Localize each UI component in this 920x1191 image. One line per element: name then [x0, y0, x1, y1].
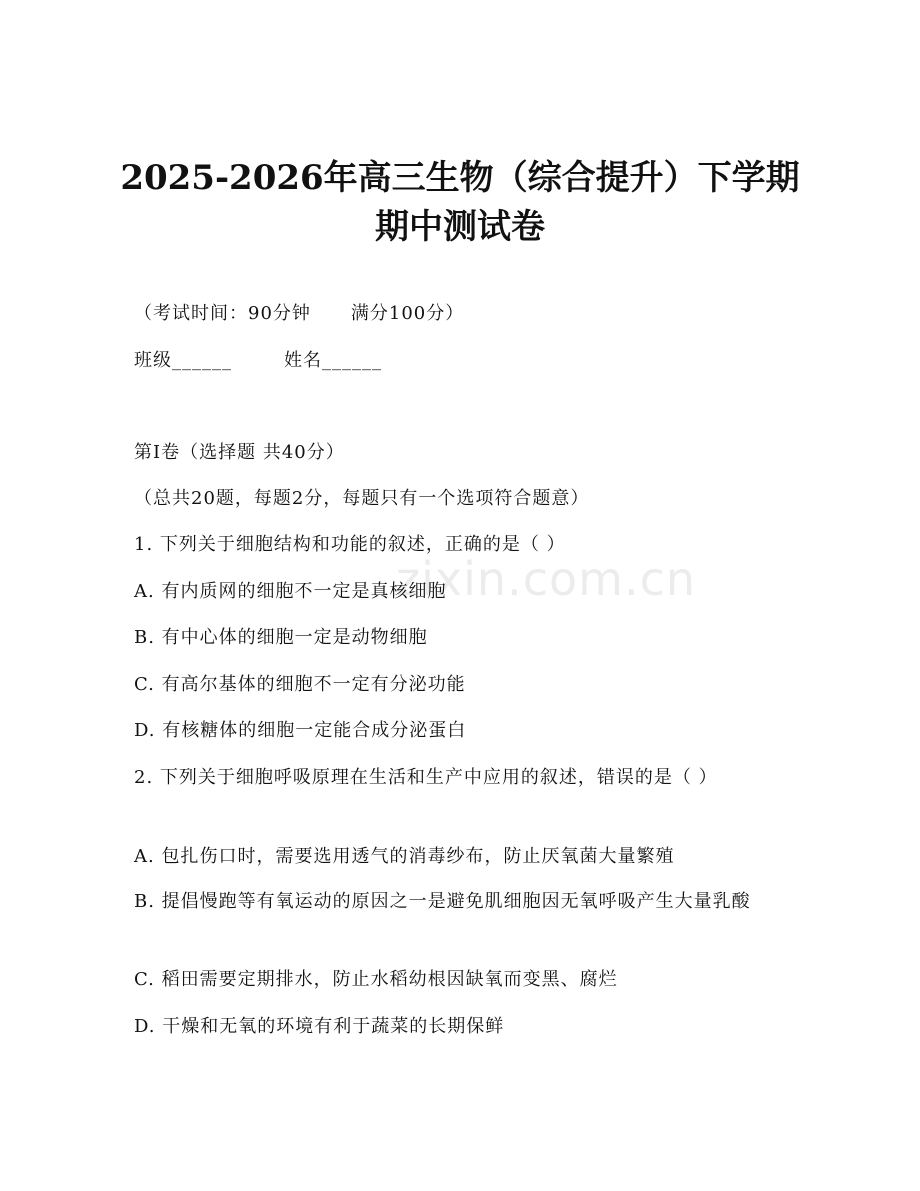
question-2-option-b: B. 提倡慢跑等有氧运动的原因之一是避免肌细胞因无氧呼吸产生大量乳酸 [134, 891, 751, 912]
question-2-stem: 2. 下列关于细胞呼吸原理在生活和生产中应用的叙述，错误的是（ ） [134, 767, 718, 788]
exam-info [134, 302, 464, 326]
exam-time: （考试时间：90分钟 [134, 303, 311, 324]
class-field: 班级______ [134, 350, 232, 371]
watermark: zixin.com.cn [396, 552, 697, 606]
question-2-option-d: D. 干燥和无氧的环境有利于蔬菜的长期保鲜 [134, 1016, 505, 1037]
question-1-option-c: C. 有高尔基体的细胞不一定有分泌功能 [134, 674, 466, 695]
exam-score: 满分100分） [350, 303, 465, 324]
student-info [134, 349, 382, 373]
exam-title-line-1: 2025-2026年高三生物（综合提升）下学期 [120, 158, 800, 198]
exam-title-line-2: 期中测试卷 [375, 207, 545, 247]
question-1-option-b: B. 有中心体的细胞一定是动物细胞 [134, 627, 428, 648]
section-instructions: （总共20题，每题2分，每题只有一个选项符合题意） [134, 488, 590, 509]
question-1-option-d: D. 有核糖体的细胞一定能合成分泌蛋白 [134, 720, 467, 741]
section-heading: 第Ⅰ卷（选择题 共40分） [134, 442, 345, 463]
question-2-option-a: A. 包扎伤口时，需要选用透气的消毒纱布，防止厌氧菌大量繁殖 [134, 846, 675, 867]
question-1-option-a: A. 有内质网的细胞不一定是真核细胞 [134, 581, 447, 602]
question-2-option-c: C. 稻田需要定期排水，防止水稻幼根因缺氧而变黑、腐烂 [134, 969, 618, 990]
question-1-stem: 1. 下列关于细胞结构和功能的叙述，正确的是（ ） [134, 534, 566, 555]
name-field: 姓名______ [284, 350, 382, 371]
